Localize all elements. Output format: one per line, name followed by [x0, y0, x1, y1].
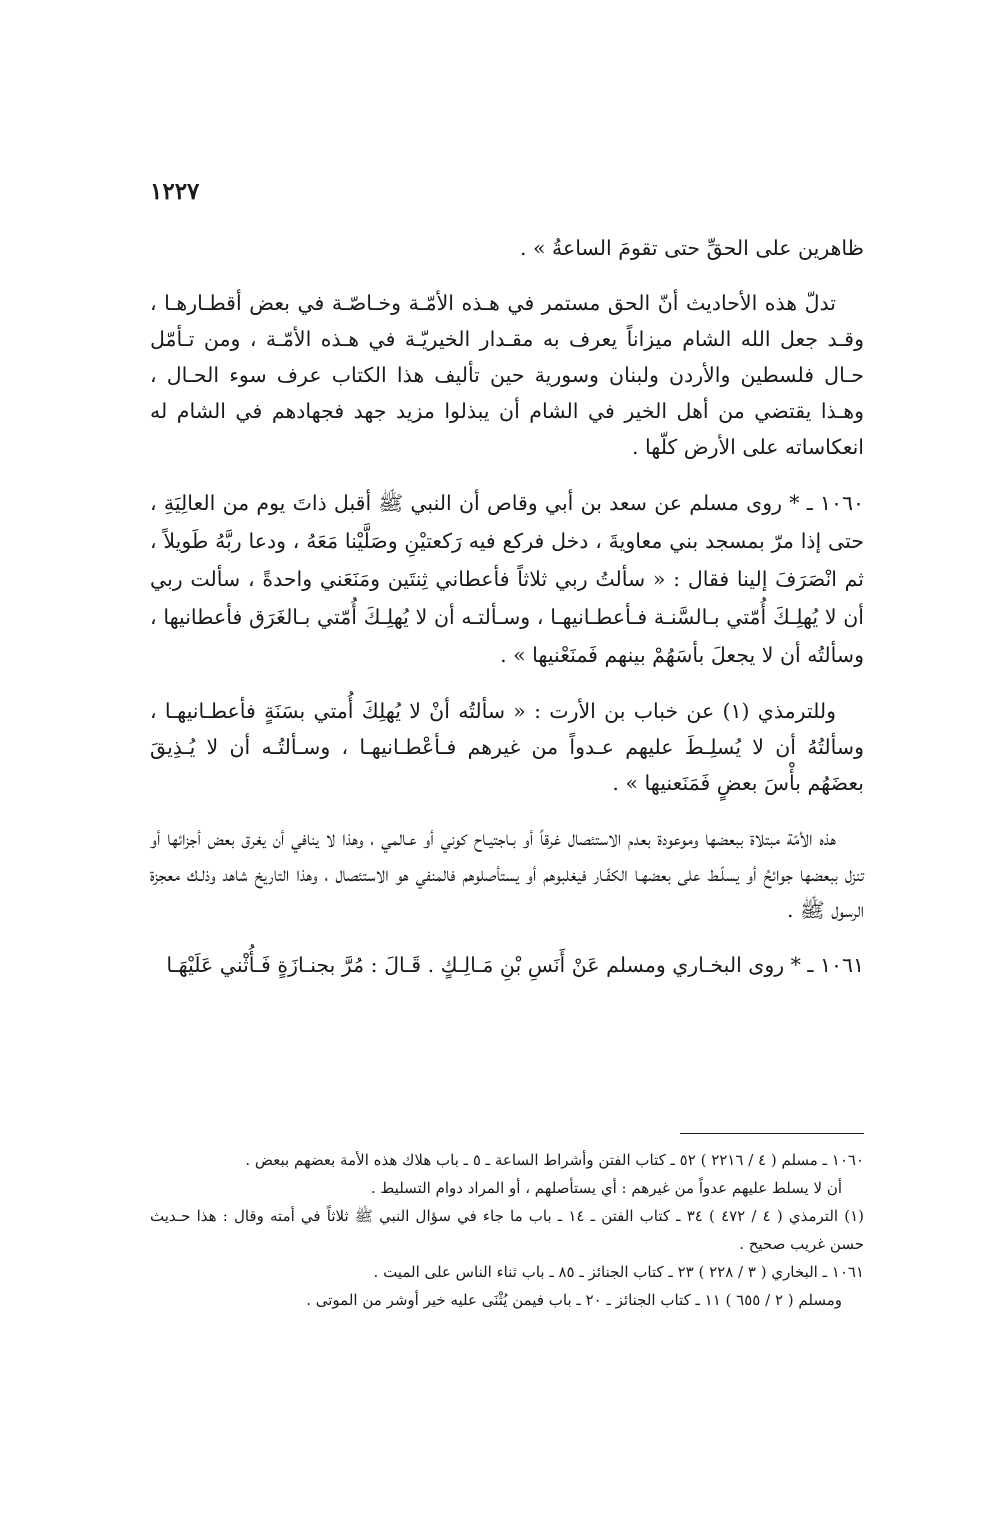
paragraph-hadith-1060: ١٠٦٠ ـ * روى مسلم عن سعد بن أبي وقاص أن النبي ﷺ أقبل ذاتَ يوم من العالِيَةِ ، حتى إذا مرّ بمسجد بني معاويةَ ، دخل فركع فيه رَكعتيْنِ وصَلَّيْنا مَعَهُ ، ودعا ربَّهُ طَويلاً ، ثم انْصَرَفَ إلينا فقال : « سألتُ ربي ثلاثاً فأعطاني ثِنتَين ومَنَعَني واحدةً ، سألت ربي أن لا يُهلِـكَ أُمّتي بـالسَّنـة فـأعطـانيهـا ، وسـألتـه أن لا يُهلِـكَ أُمّتي بـالغَرَق فأعطانيها ، وسألتُه أن لا يجعلَ بأسَهُمْ بينهم فَمنَعْنيها » .: [150, 491, 864, 667]
main-text: [150, 230, 864, 1002]
footnote-1060-explanation: أن لا يسلط عليهم عدواً من غيرهم : أي يستأصلهم ، أو المراد دوام التسليط .: [370, 1179, 842, 1197]
paragraph-hadith-ending: ظاهرين على الحقِّ حتى تقومَ الساعةُ » .: [519, 236, 864, 260]
footnote-1060-source: ١٠٦٠ ـ مسلم ( ٤ / ٢٢١٦ ) ٥٢ ـ كتاب الفتن وأشراط الساعة ـ ٥ ـ باب هلاك هذه الأمة بعضهم ببعض .: [245, 1151, 864, 1169]
footnote-1061-bukhari: ١٠٦١ ـ البخاري ( ٣ / ٢٢٨ ) ٢٣ ـ كتاب الجنائز ـ ٨٥ ـ باب ثناء الناس على الميت .: [373, 1263, 864, 1281]
footnotes: [150, 1146, 864, 1314]
footnote-1061-muslim: ومسلم ( ٢ / ٦٥٥ ) ١١ ـ كتاب الجنائز ـ ٢٠ ـ باب فيمن يُثْنَى عليه خير أوشر من الموتى .: [306, 1291, 842, 1309]
paragraph-commentary-ummah: هذه الأمّة مبتلاة ببعضها وموعودة بعدم الاستئصال غرقاً أو بـاجتيـاح كوني أو عـالمي ، وهذا لا ينافي أن يغرق بعض أجزائها أو تنزل ببعضها جوائحُ أو يسلّـط على بعضهـا الكفّـار فيغلبوهم أو يستأصلوهم فالمنفي هو الاستئصال ، وهذا التاريخ شاهد وذلـك معجزة الرسول ﷺ .: [150, 826, 864, 922]
footnote-divider: [680, 1133, 864, 1134]
paragraph-hadith-1061: ١٠٦١ ـ * روى البخـاري ومسلم عَنْ أَنَسِ بْنِ مَـالِـكٍ . قَـالَ : مُرَّ بجنـازَةٍ فَـأُثْني عَلَيْهَـا: [166, 953, 864, 977]
footnote-tirmidhi: (١) الترمذي ( ٤ / ٤٧٢ ) ٣٤ ـ كتاب الفتن ـ ١٤ ـ باب ما جاء في سؤال النبي ﷺ ثلاثاً في أمته وقال : هذا حـديث حسن غريب صحيح .: [150, 1207, 864, 1253]
page-number: ١٢٢٧: [150, 178, 200, 205]
paragraph-tirmidhi-narration: وللترمذي (١) عن خباب بن الأرت : « سألتُه أنْ لا يُهلِكَ أُمتي بسَنَةٍ فأعطـانيهـا ، وسألتُهُ أن لا يُسلِـطَ عليهم عـدواً من غيرهم فـأعْطـانيهـا ، وسـألتُـه أن لا يُـذِيقَ بعضَهُم بأْسَ بعضٍ فَمَنَعنيها » .: [150, 699, 864, 795]
paragraph-commentary-sham: تدلّ هذه الأحاديث أنّ الحق مستمر في هـذه الأمّـة وخـاصّـة في بعض أقطـارهـا ، وقـد جعل الله الشام ميزاناً يعرف به مقـدار الخيريّـة في هـذه الأمّـة ، ومن تـأمّل حـال فلسطين والأردن ولبنان وسورية حين تأليف هذا الكتاب عرف سوء الحـال ، وهـذا يقتضي من أهل الخير في الشام أن يبذلوا مزيد جهد فجهادهم في الشام له انعكاساته على الأرض كلّها .: [150, 291, 864, 459]
